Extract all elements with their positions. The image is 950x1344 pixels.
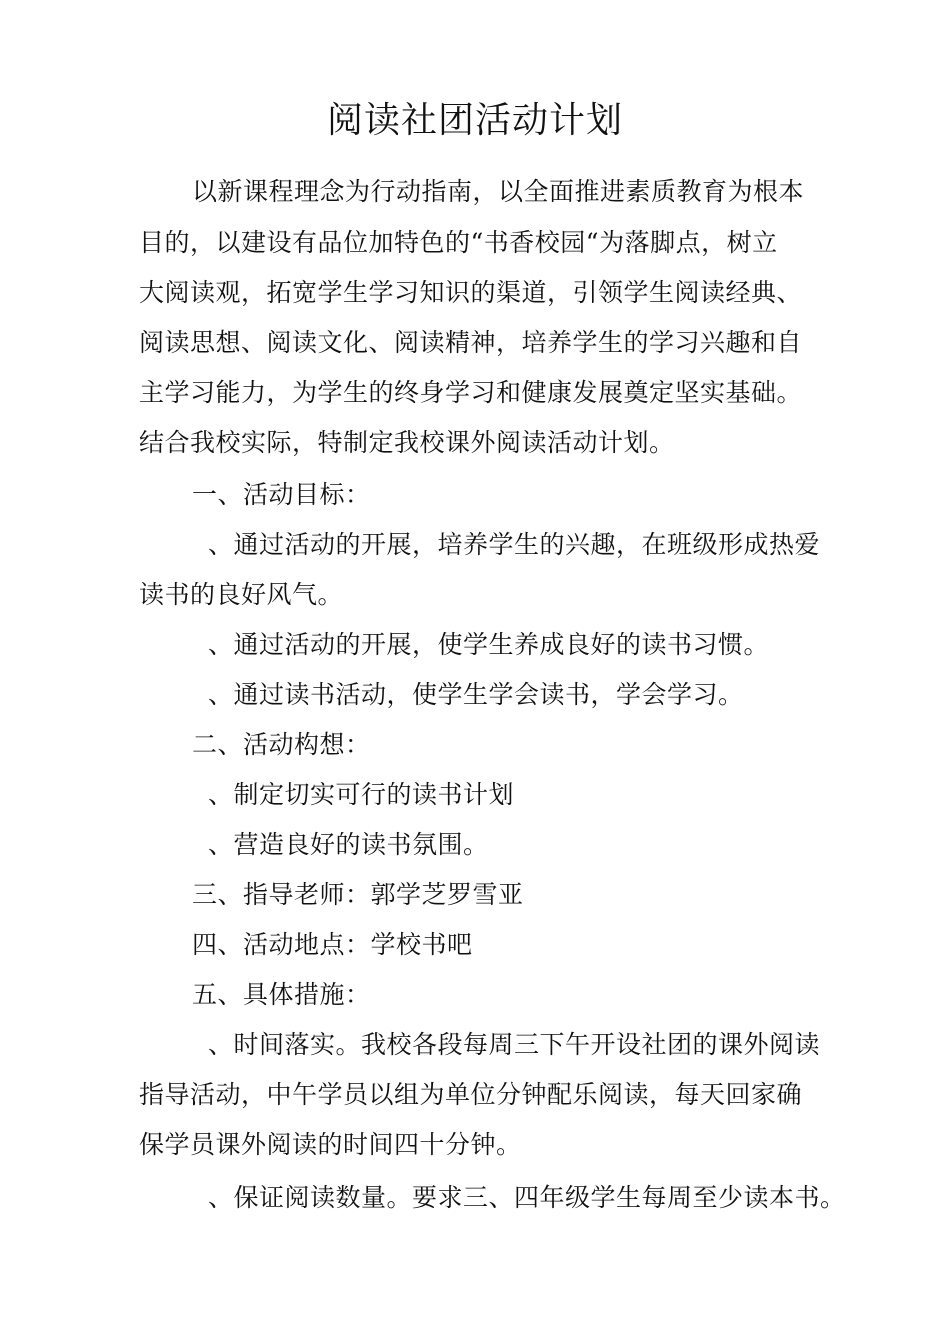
list-item-continuation: 指导活动，中午学员以组为单位分钟配乐阅读，每天回家确 — [139, 1080, 803, 1109]
page-title: 阅读社团活动计划 — [326, 100, 623, 141]
list-item-continuation: 保学员课外阅读的时间四十分钟。 — [139, 1130, 522, 1159]
list-item: 、保证阅读数量。要求三、四年级学生每周至少读本书。 — [208, 1183, 846, 1212]
list-item: 、通过读书活动，使学生学会读书，学会学习。 — [208, 680, 744, 709]
list-item: 、制定切实可行的读书计划 — [208, 780, 515, 809]
paragraph-line: 阅读思想、阅读文化、阅读精神，培养学生的学习兴趣和自 — [139, 328, 803, 357]
list-item: 、营造良好的读书氛围。 — [208, 830, 489, 859]
section-heading: 二、活动构想： — [192, 730, 371, 759]
list-item: 、通过活动的开展，使学生养成良好的读书习惯。 — [208, 630, 770, 659]
section-heading: 五、具体措施： — [192, 980, 371, 1009]
paragraph-line: 以新课程理念为行动指南，以全面推进素质教育为根本 — [192, 177, 805, 206]
section-heading: 四、活动地点：学校书吧 — [192, 930, 473, 959]
section-heading: 三、指导老师：郭学芝罗雪亚 — [192, 880, 524, 909]
list-item: 、通过活动的开展，培养学生的兴趣，在班级形成热爱 — [208, 530, 821, 559]
paragraph-line: 目的，以建设有品位加特色的“书香校园“为落脚点，树立 — [139, 228, 778, 257]
list-item: 、时间落实。我校各段每周三下午开设社团的课外阅读 — [208, 1030, 821, 1059]
paragraph-line: 结合我校实际，特制定我校课外阅读活动计划。 — [139, 428, 675, 457]
paragraph-line: 主学习能力，为学生的终身学习和健康发展奠定坚实基础。 — [139, 378, 803, 407]
section-heading: 一、活动目标： — [192, 480, 371, 509]
paragraph-line: 大阅读观，拓宽学生学习知识的渠道，引领学生阅读经典、 — [139, 278, 803, 307]
list-item-continuation: 读书的良好风气。 — [139, 580, 344, 609]
